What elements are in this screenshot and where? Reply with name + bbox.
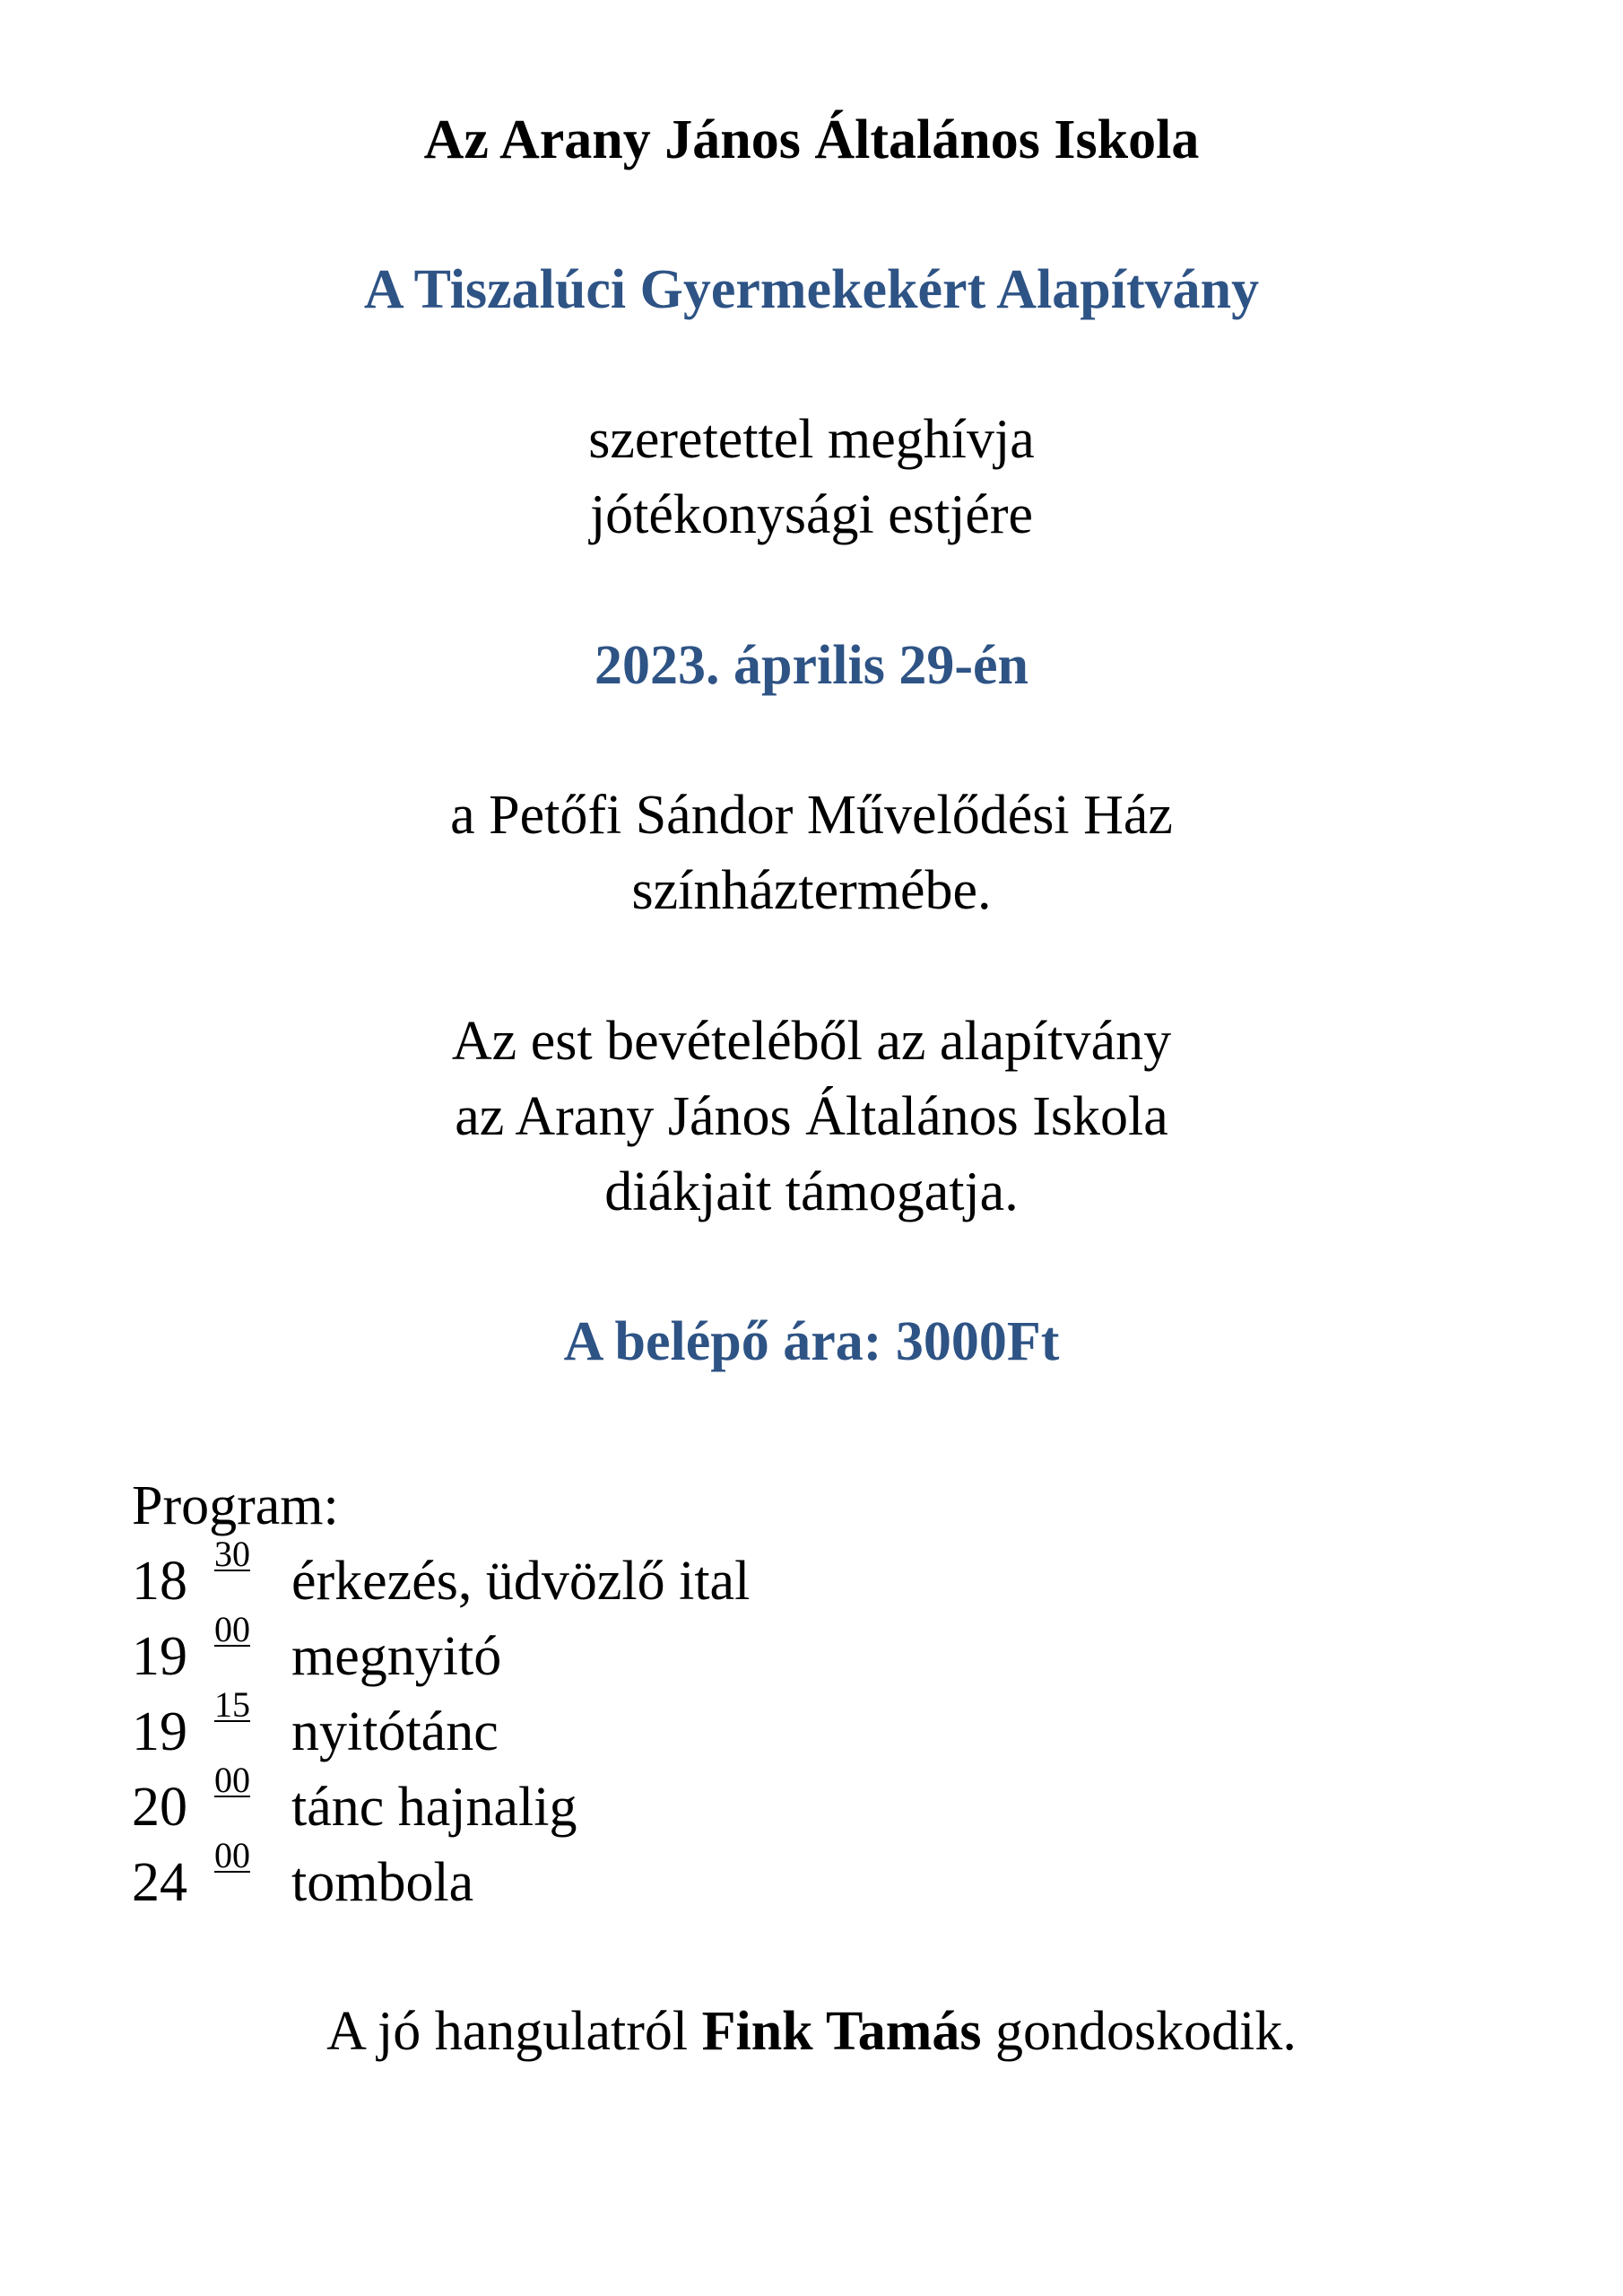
purpose-line-2: az Arany János Általános Iskola bbox=[455, 1086, 1168, 1147]
closing-text-before: A jó hangulatról bbox=[326, 2001, 702, 2062]
foundation-title: A Tiszalúci Gyermekekért Alapítvány bbox=[363, 259, 1260, 320]
entertainer-name: Fink Tamás bbox=[701, 2001, 982, 2062]
venue-line-1: a Petőfi Sándor Művelődési Ház bbox=[450, 785, 1173, 846]
program-hour: 18 bbox=[132, 1551, 187, 1612]
event-date: 2023. április 29-én bbox=[595, 635, 1028, 696]
program-heading: Program: bbox=[132, 1475, 339, 1536]
program-hour: 19 bbox=[132, 1701, 187, 1762]
purpose-line-3: diákjait támogatja. bbox=[604, 1161, 1019, 1222]
program-minute: 15 bbox=[214, 1684, 250, 1725]
invitation-line-1: szeretettel meghívja bbox=[588, 409, 1035, 470]
purpose-line-1: Az est bevételéből az alapítvány bbox=[451, 1011, 1172, 1072]
invitation-line-2: jótékonysági estjére bbox=[589, 484, 1034, 545]
school-title: Az Arany János Általános Iskola bbox=[423, 109, 1200, 170]
program-minute: 30 bbox=[214, 1534, 250, 1574]
ticket-price: A belépő ára: 3000Ft bbox=[563, 1311, 1060, 1372]
venue-line-2: színháztermébe. bbox=[631, 860, 992, 921]
program-activity: tombola bbox=[291, 1852, 474, 1913]
program-schedule bbox=[132, 1468, 751, 1920]
program-item bbox=[132, 1835, 474, 1920]
program-hour: 24 bbox=[132, 1852, 187, 1913]
program-minute: 00 bbox=[214, 1835, 250, 1875]
program-activity: tánc hajnalig bbox=[291, 1777, 577, 1838]
program-activity: megnyitó bbox=[291, 1626, 502, 1687]
program-minute: 00 bbox=[214, 1609, 250, 1649]
program-hour: 20 bbox=[132, 1777, 187, 1838]
program-activity: érkezés, üdvözlő ital bbox=[291, 1551, 751, 1612]
program-minute: 00 bbox=[214, 1760, 250, 1800]
program-hour: 19 bbox=[132, 1626, 187, 1687]
closing-line bbox=[0, 1994, 1623, 2069]
program-activity: nyitótánc bbox=[291, 1701, 499, 1762]
closing-text-after: gondoskodik. bbox=[981, 2001, 1297, 2062]
